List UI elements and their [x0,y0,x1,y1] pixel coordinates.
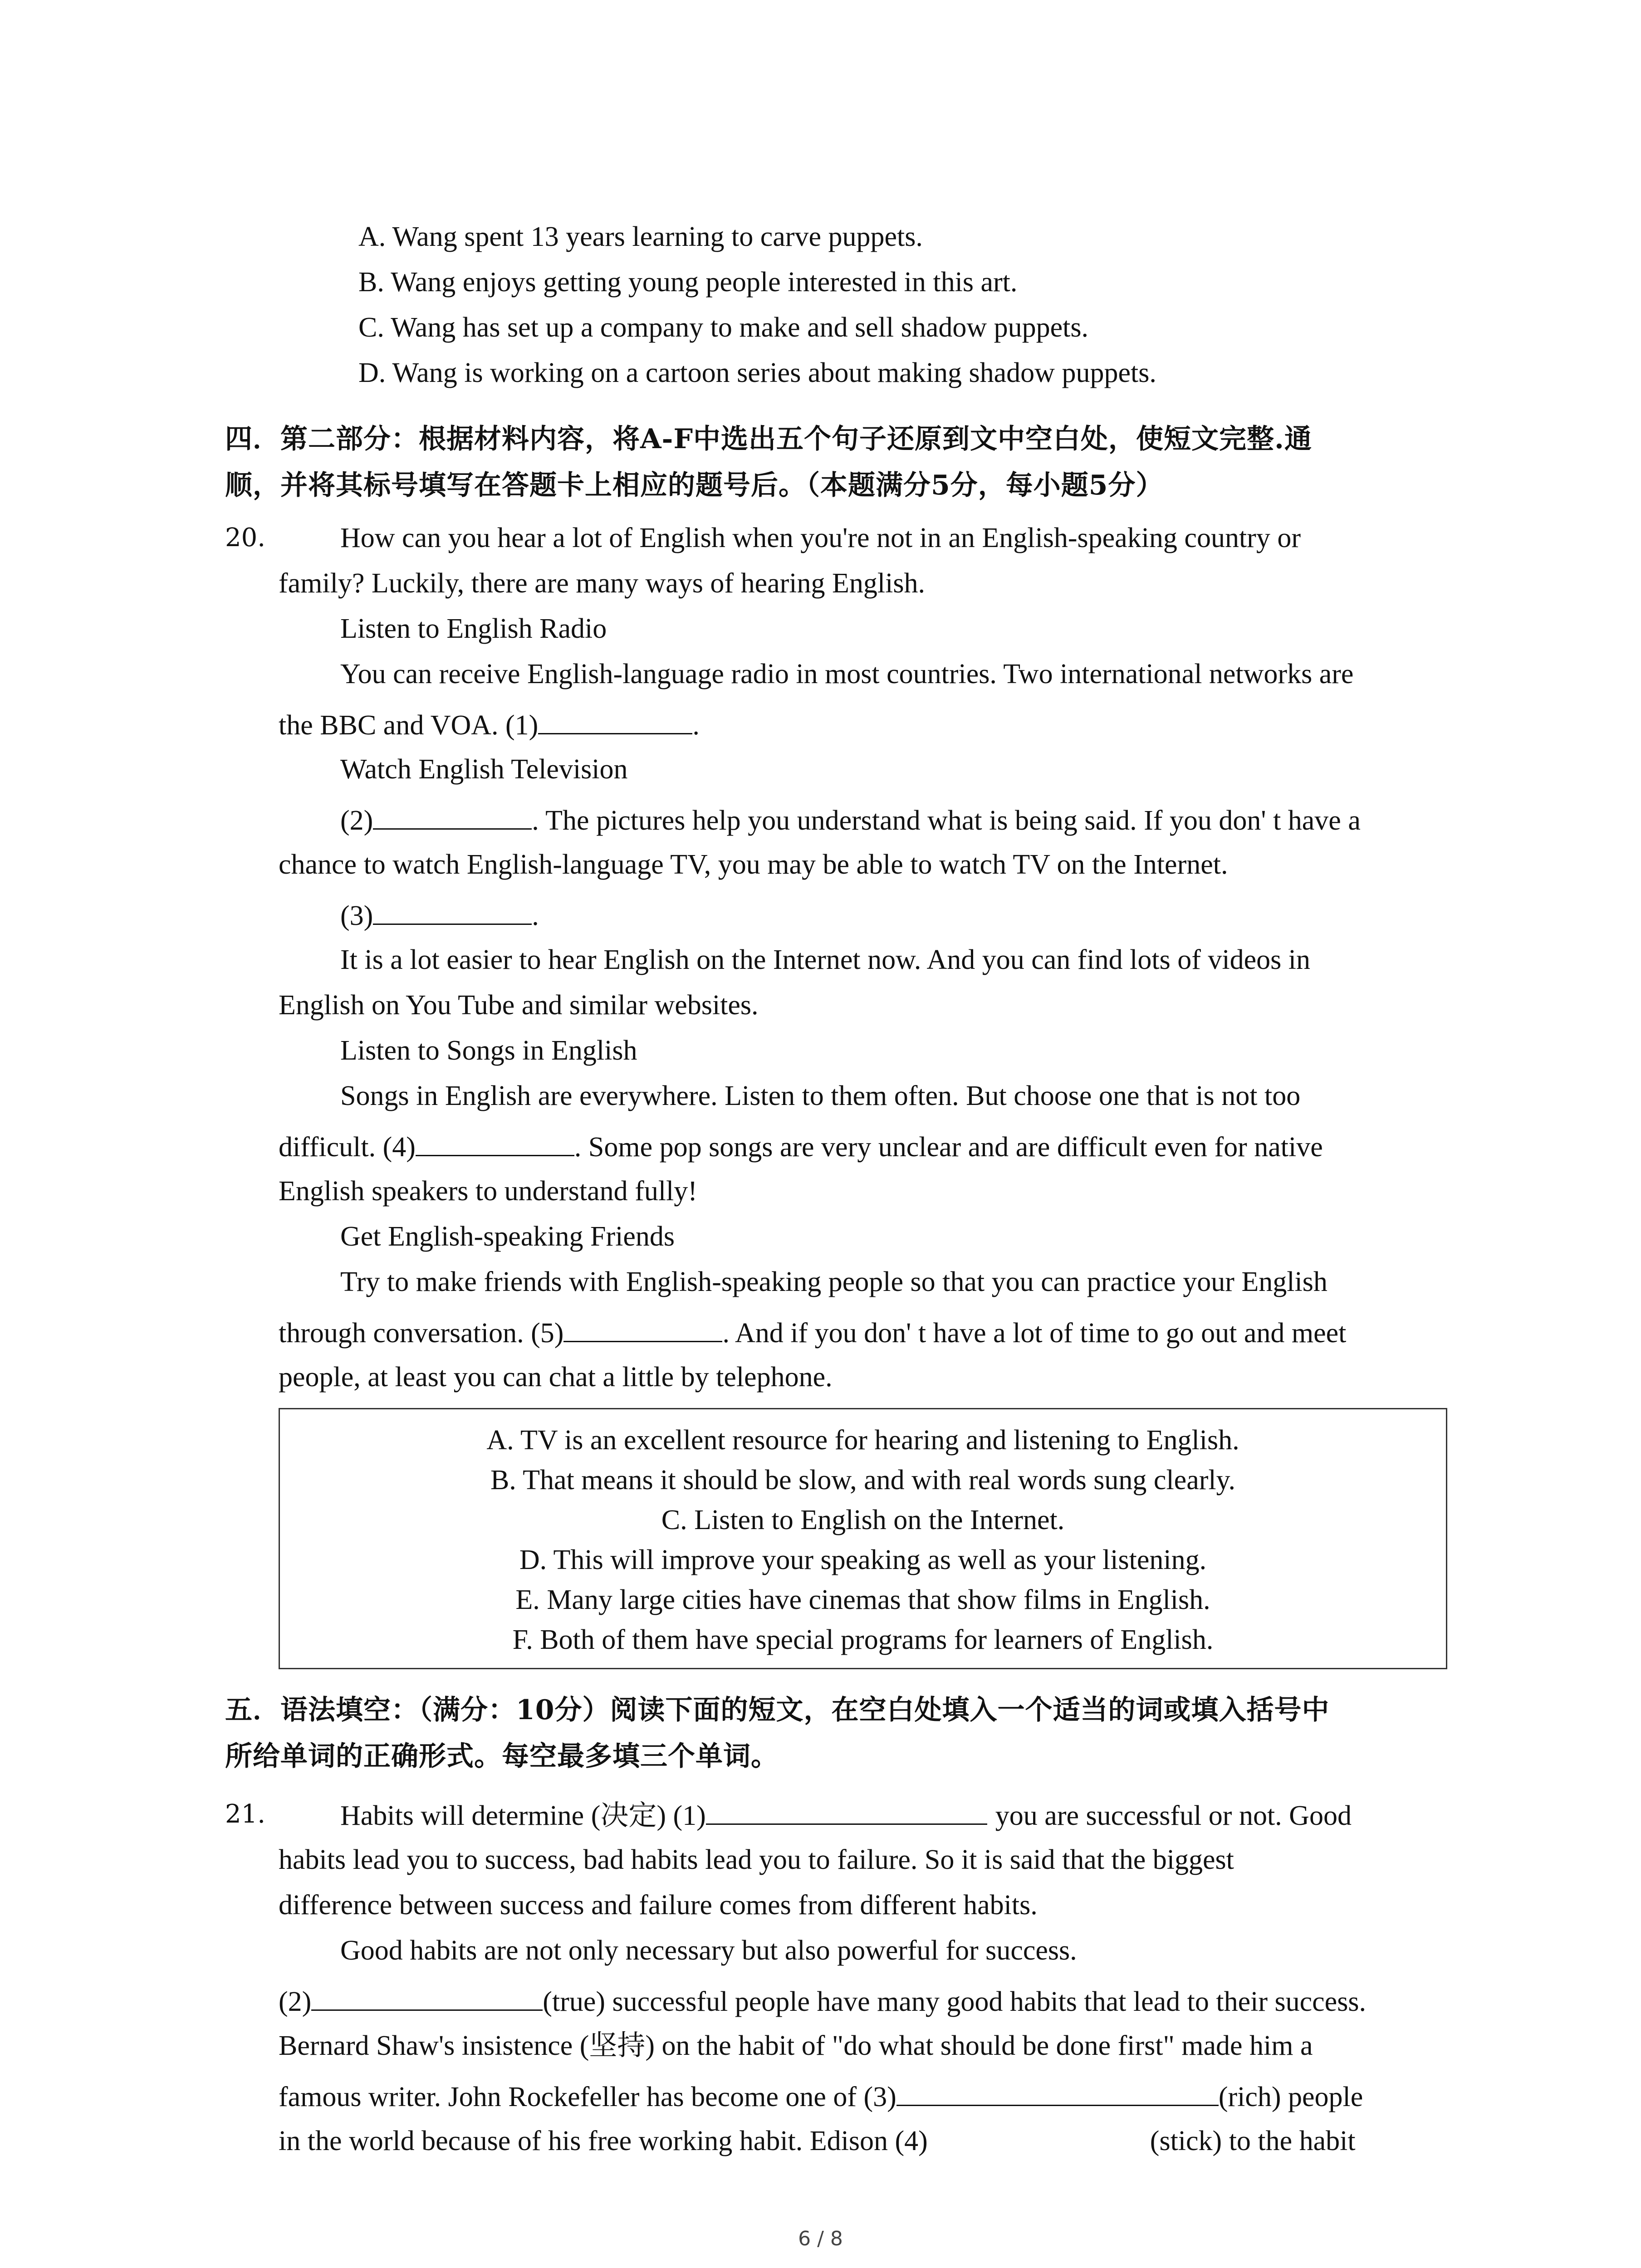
q20-p5-text-a: through conversation. (5) [279,1318,564,1349]
q20-paragraph2-line1 [340,801,1361,839]
q20-p2-text: . The pictures help you understand what is being said. If you don' t have a [532,805,1361,836]
q20-p4-text-a: difficult. (4) [279,1132,416,1163]
q21-line1 [340,1796,1352,1834]
q20-subheading-radio: Listen to English Radio [340,613,607,644]
q20-paragraph4-line1: Songs in English are everywhere. Listen to them often. But choose one that is not too [340,1080,1301,1111]
page-number: 6 / 8 [798,2227,843,2250]
q19-option-d: D. Wang is working on a cartoon series about making shadow puppets. [358,357,1156,388]
q20-option-c: C. Listen to English on the Internet. [661,1505,1065,1535]
q21-line6: Bernard Shaw's insistence (坚持) on the habit of "do what should be done first" made him a [279,2030,1313,2061]
blank-2[interactable] [373,801,532,830]
q20-subheading-tv: Watch English Television [340,754,628,785]
q20-paragraph5-line1: Try to make friends with English-speaking people so that you can practice your English [340,1266,1327,1297]
q20-p2-label: (2) [340,805,373,836]
q20-number: 20. [225,523,266,552]
q21-number: 21. [225,1799,266,1829]
blank-5[interactable] [563,1314,722,1342]
q21-l5-label: (2) [279,1986,312,2017]
q20-paragraph3-line1: It is a lot easier to hear English on the Internet now. And you can find lots of videos in [340,944,1310,975]
q21-l8-text-a: in the world because of his free working habit. Edison (4) [279,2126,928,2156]
q21-blank-1[interactable] [706,1796,987,1825]
section5-heading-line1: 五．语法填空：（满分：10分）阅读下面的短文，在空白处填入一个适当的词或填入括号中 [225,1694,1330,1726]
q20-intro-line2: family? Luckily, there are many ways of hearing English. [279,568,925,599]
q21-l1-text-b: you are successful or not. Good [995,1800,1352,1831]
q21-blank-2[interactable] [311,1982,543,2011]
q19-option-a: A. Wang spent 13 years learning to carve puppets. [358,221,923,252]
q20-paragraph3-line2: English on You Tube and similar websites. [279,990,759,1021]
blank-4[interactable] [416,1128,574,1156]
q20-option-d: D. This will improve your speaking as well as your listening. [519,1545,1207,1575]
q20-paragraph4-line3: English speakers to understand fully! [279,1176,697,1207]
q20-p1-text: the BBC and VOA. (1) [279,710,539,741]
q21-blank-3[interactable] [896,2077,1219,2106]
q20-p3-label: (3) [340,900,373,931]
q20-paragraph1-line1: You can receive English-language radio in most countries. Two international networks are [340,659,1354,689]
section5-heading-line2: 所给单词的正确形式。每空最多填三个单词。 [225,1740,779,1772]
q21-line5 [279,1982,1366,2020]
q21-line8 [279,2123,1356,2159]
q20-options-box [279,1408,1447,1669]
q21-line3: difference between success and failure comes from different habits. [279,1890,1038,1921]
q21-l5-text: (true) successful people have many good habits that lead to their success. [543,1986,1366,2017]
q20-paragraph5-line2 [279,1314,1346,1351]
q21-l8-text-b: (stick) to the habit [1150,2126,1356,2156]
q20-paragraph1-line2: the BBC and VOA. (1) . [279,706,700,743]
blank-1[interactable] [538,706,692,734]
q21-line4: Good habits are not only necessary but also powerful for success. [340,1935,1077,1966]
q21-line7 [279,2077,1363,2115]
q19-option-c: C. Wang has set up a company to make and sell shadow puppets. [358,312,1089,343]
q20-p5-text-b: . And if you don' t have a lot of time to go out and meet [722,1318,1347,1349]
q19-option-b: B. Wang enjoys getting young people interested in this art. [358,267,1018,298]
q21-l1-text-a: Habits will determine (决定) (1) [340,1800,706,1831]
q20-option-b: B. That means it should be slow, and with real words sung clearly. [490,1465,1236,1496]
q20-option-e: E. Many large cities have cinemas that show films in English. [515,1584,1210,1615]
q20-paragraph4-line2 [279,1128,1323,1165]
q20-paragraph3-label-line: (3) . [340,896,539,934]
q20-paragraph5-line3: people, at least you can chat a little by telephone. [279,1362,833,1393]
q20-p4-text-b: . Some pop songs are very unclear and are difficult even for native [574,1132,1323,1163]
q20-paragraph2-line2: chance to watch English-language TV, you may be able to watch TV on the Internet. [279,849,1228,880]
q20-option-a: A. TV is an excellent resource for hearing and listening to English. [486,1425,1239,1456]
section4-heading-line2: 顺，并将其标号填写在答题卡上相应的题号后。（本题满分5分，每小题5分） [225,469,1164,501]
q21-line2: habits lead you to success, bad habits lead you to failure. So it is said that the biggest [279,1844,1234,1875]
section4-heading-line1: 四．第二部分：根据材料内容，将A-F中选出五个句子还原到文中空白处，使短文完整.通 [225,423,1312,455]
blank-3[interactable] [373,896,532,925]
q21-l7-text-a: famous writer. John Rockefeller has become one of (3) [279,2082,896,2112]
q20-subheading-songs: Listen to Songs in English [340,1035,637,1066]
q20-subheading-friends: Get English-speaking Friends [340,1221,675,1252]
q20-intro-line1: How can you hear a lot of English when you're not in an English-speaking country or [340,523,1301,553]
q21-l7-text-b: (rich) people [1218,2082,1363,2112]
q20-option-f: F. Both of them have special programs for learners of English. [512,1624,1214,1655]
